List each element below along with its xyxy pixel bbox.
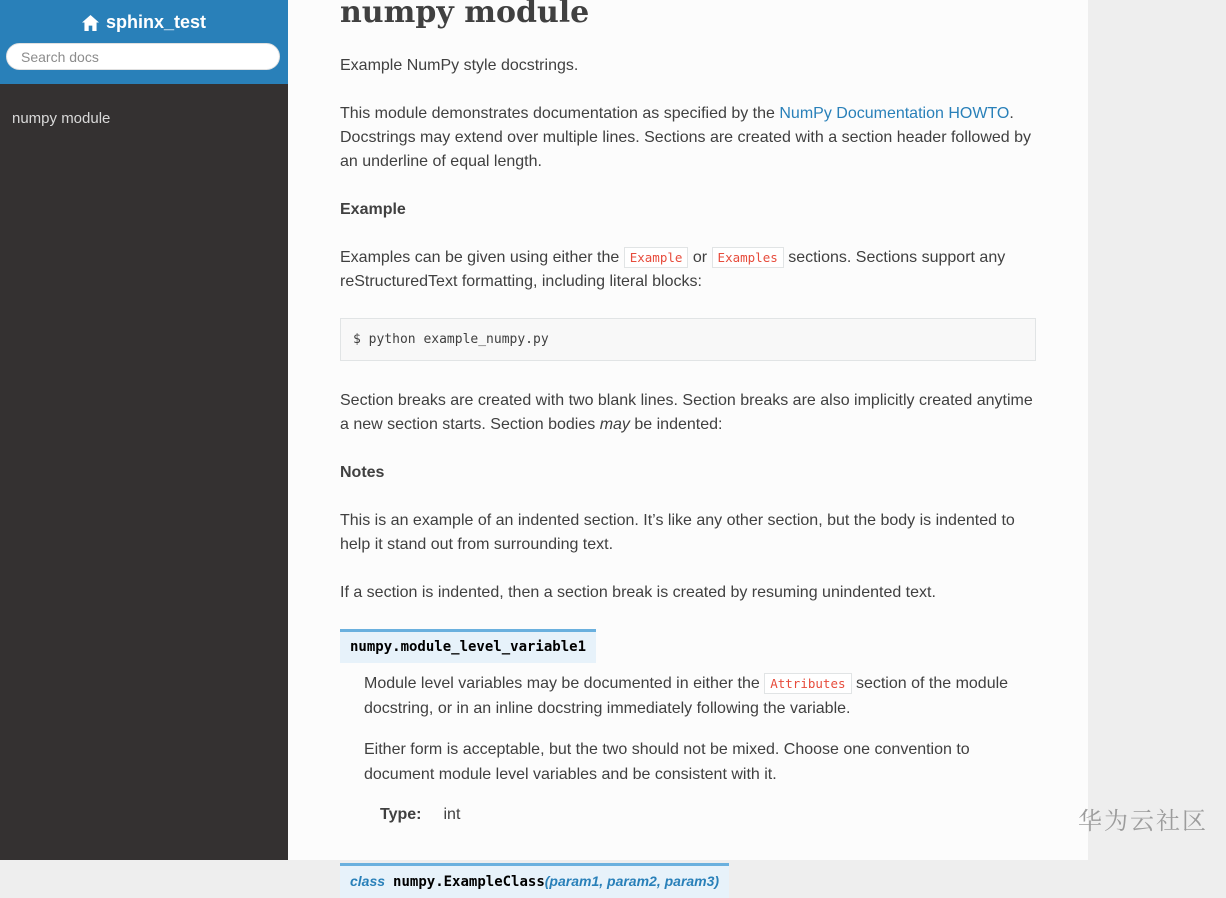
literal-code-block: $ python example_numpy.py bbox=[340, 318, 1036, 361]
type-field bbox=[380, 803, 1036, 827]
variable-definition bbox=[340, 629, 1036, 827]
type-field-value: int bbox=[443, 806, 461, 823]
variable-signature: numpy.module_level_variable1 bbox=[340, 629, 596, 663]
sidebar-header bbox=[0, 0, 288, 84]
variable-paragraph-2: Either form is acceptable, but the two should not be mixed. Choose one convention to document module level variables and be consistent with it. bbox=[364, 741, 970, 783]
inline-code-example: Example bbox=[624, 247, 689, 268]
inline-code-attributes: Attributes bbox=[764, 673, 851, 694]
search-container bbox=[0, 43, 288, 70]
sidebar-nav bbox=[0, 84, 288, 153]
class-name: numpy.ExampleClass bbox=[393, 874, 545, 890]
example-paragraph: Examples can be given using either the Example or Examples sections. Sections support any reStructuredText formatting, including literal blocks: bbox=[340, 249, 1006, 290]
class-definition bbox=[340, 863, 1036, 898]
home-icon bbox=[82, 15, 99, 31]
project-home-link[interactable] bbox=[0, 8, 288, 43]
page-title: numpy module bbox=[340, 0, 590, 30]
sidebar-item-numpy-module[interactable]: numpy module bbox=[12, 110, 111, 127]
sidebar bbox=[0, 0, 288, 860]
variable-definition-body bbox=[364, 671, 1036, 827]
class-keyword: class bbox=[350, 873, 386, 889]
notes-heading: Notes bbox=[340, 464, 385, 481]
class-signature bbox=[340, 863, 729, 898]
type-field-label: Type: bbox=[380, 806, 422, 823]
section-break-paragraph: Section breaks are created with two blank lines. Section breaks are also implicitly created anytime a new section starts. Section bodies may be indented: bbox=[340, 392, 1033, 433]
notes-paragraph-2: If a section is indented, then a section break is created by resuming unindented text. bbox=[340, 584, 936, 601]
watermark: 华为云社区 bbox=[1078, 808, 1208, 835]
numpy-howto-link[interactable]: NumPy Documentation HOWTO bbox=[779, 105, 1010, 122]
module-paragraph: This module demonstrates documentation as specified by the NumPy Documentation HOWTO. Docstrings may extend over multiple lines. Sections are created with a section header followed by an underline of equal length. bbox=[340, 105, 1032, 170]
notes-paragraph-1: This is an example of an indented section. It’s like any other section, but the body is indented to help it stand out from surrounding text. bbox=[340, 512, 1015, 553]
inline-code-examples: Examples bbox=[712, 247, 784, 268]
class-params: (param1, param2, param3) bbox=[544, 873, 720, 889]
right-gutter bbox=[1088, 0, 1226, 860]
example-heading: Example bbox=[340, 201, 406, 218]
intro-paragraph: Example NumPy style docstrings. bbox=[340, 57, 579, 74]
project-name: sphinx_test bbox=[105, 12, 207, 32]
variable-paragraph-1: Module level variables may be documented in either the Attributes section of the module docstring, or in an inline docstring immediately following the variable. bbox=[364, 675, 1009, 717]
main-content bbox=[288, 0, 1088, 890]
search-input[interactable] bbox=[6, 43, 280, 70]
